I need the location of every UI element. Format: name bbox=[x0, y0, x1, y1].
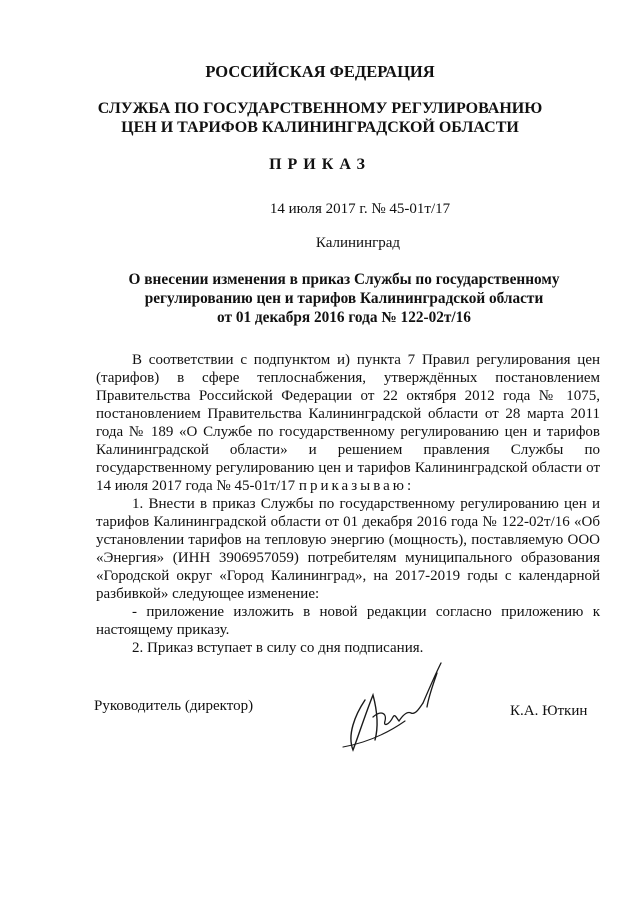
body-text bbox=[96, 351, 600, 657]
date-number: 14 июля 2017 г. № 45-01т/17 bbox=[269, 201, 451, 217]
item-2: 2. Приказ вступает в силу со дня подписания. bbox=[132, 640, 424, 656]
country-heading: РОССИЙСКАЯ ФЕДЕРАЦИЯ bbox=[205, 62, 435, 81]
signature-image bbox=[325, 655, 455, 755]
subject-line-2: регулированию цен и тарифов Калининградской области bbox=[144, 290, 544, 307]
subject-block bbox=[24, 270, 640, 327]
signatory-position: Руководитель (директор) bbox=[94, 698, 254, 714]
agency-line-2: ЦЕН И ТАРИФОВ КАЛИНИНГРАДСКОЙ ОБЛАСТИ bbox=[121, 119, 519, 136]
preamble-text: В соответствии с подпунктом и) пункта 7 Правил регулирования цен (тарифов) в сфере теплоснабжения, утверждённых постановлением Правительства Российской Федерации от 22 октября 2012 года № 1075, постановлением Правительства Калининградской области от 28 марта 2011 года № 189 «О Службе по государственному регулированию цен и тарифов Калининградской области» и решением правления Службы по государственному регулированию цен и тарифов Калининградской области от 14 июля 2017 года № 45-01т/17 bbox=[96, 352, 600, 494]
doc-type-heading: ПРИКАЗ bbox=[269, 156, 371, 173]
city: Калининград bbox=[315, 235, 401, 251]
agency-heading bbox=[0, 99, 640, 137]
preamble-paragraph bbox=[96, 351, 600, 495]
subject-line-1: О внесении изменения в приказ Службы по государственному bbox=[128, 271, 560, 288]
item-1-sub: - приложение изложить в новой редакции согласно приложению к настоящему приказу. bbox=[96, 604, 600, 638]
agency-line-1: СЛУЖБА ПО ГОСУДАРСТВЕННОМУ РЕГУЛИРОВАНИЮ bbox=[97, 100, 543, 117]
item-1: 1. Внести в приказ Службы по государственному регулированию цен и тарифов Калининградской области от 01 декабря 2016 года № 122-02т/16 «Об установлении тарифов на тепловую энергию (мощность), поставляемую ООО «Энергия» (ИНН 3906957059) потребителям муниципального образования «Городской округ «Город Калининград», на 2017-2019 годы с календарной разбивкой» следующее изменение: bbox=[96, 496, 600, 602]
decree-word: приказываю: bbox=[298, 478, 415, 494]
subject-line-3: от 01 декабря 2016 года № 122-02т/16 bbox=[217, 309, 471, 326]
signatory-name: К.А. Юткин bbox=[510, 703, 588, 719]
